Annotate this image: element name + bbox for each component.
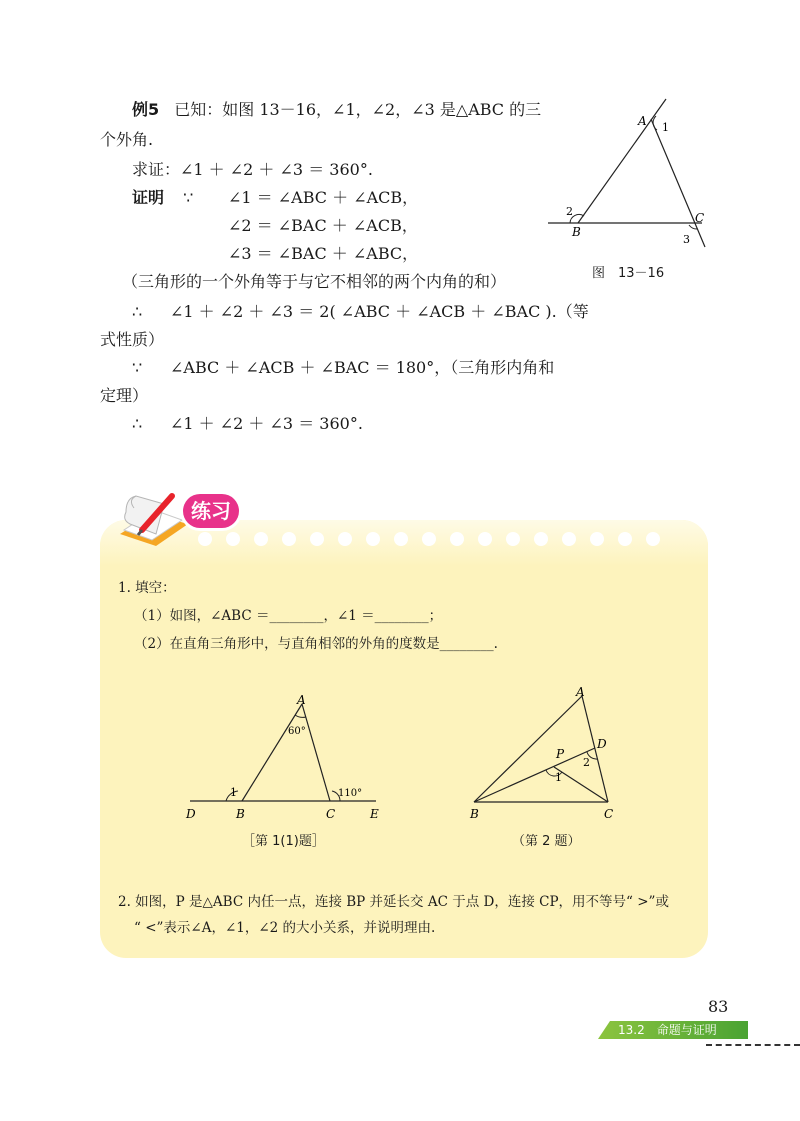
example-given-cont: 个外角. <box>100 130 154 149</box>
fig1-label-a: A <box>297 693 306 707</box>
fig2-label-p: P <box>556 747 565 761</box>
fig1-label-c: C <box>326 807 336 821</box>
question-1a: （1）如图，∠ABC ＝________，∠1 ＝________； <box>134 608 443 624</box>
header-dot <box>590 532 604 546</box>
proof-reason-1: （三角形的一个外角等于与它不相邻的两个内角的和） <box>122 272 507 291</box>
header-dot <box>338 532 352 546</box>
fig2-label-b: B <box>470 807 479 821</box>
fig-main-label-2: 2 <box>566 205 573 218</box>
fig2-label-d: D <box>597 737 607 751</box>
fig-main-label-c: C <box>695 211 705 225</box>
header-dot <box>394 532 408 546</box>
figure-13-16 <box>540 95 720 260</box>
proof-eq-2: ∠2 ＝ ∠BAC ＋ ∠ACB， <box>228 216 418 235</box>
header-dot <box>618 532 632 546</box>
proof-therefore-2: ∴ <box>132 414 143 433</box>
proof-eq-5-cont: 定理） <box>100 386 149 405</box>
question-1: 1. 填空： <box>118 580 176 596</box>
header-dot <box>506 532 520 546</box>
question-2: 2. 如图，P 是△ABC 内任一点，连接 BP 并延长交 AC 于点 D，连接 CP，用不等号“ >”或 <box>118 894 669 910</box>
fig2-label-1: 1 <box>555 771 562 784</box>
header-dot <box>198 532 212 546</box>
because-symbol: ∵ <box>183 188 194 207</box>
footer-divider <box>706 1044 800 1046</box>
proof-eq-5: ∠ABC ＋ ∠ACB ＋ ∠BAC ＝ 180°，（三角形内角和 <box>170 358 555 377</box>
fig-main-label-a: A <box>638 114 647 128</box>
header-dot <box>366 532 380 546</box>
fig1-angle-c: 110° <box>338 788 363 799</box>
proof-label: 证明 <box>132 188 165 207</box>
figure-caption: 图 13－16 <box>592 266 665 281</box>
fig1-label-d: D <box>186 807 196 821</box>
fig2-label-2: 2 <box>583 756 590 769</box>
fig2-label-a: A <box>576 685 585 699</box>
figure-q2 <box>462 682 632 822</box>
example-heading <box>132 100 541 120</box>
example-prove: 求证：∠1 ＋ ∠2 ＋ ∠3 ＝ 360°. <box>132 160 373 179</box>
figure-q2-caption: （第 2 题） <box>512 834 581 849</box>
proof-eq-4: ∠1 ＋ ∠2 ＋ ∠3 ＝ 2( ∠ABC ＋ ∠ACB ＋ ∠BAC ).（等 <box>170 302 589 321</box>
proof-eq-6: ∠1 ＋ ∠2 ＋ ∠3 ＝ 360°. <box>170 414 363 433</box>
fig1-angle-a: 60° <box>288 726 306 737</box>
header-dot <box>310 532 324 546</box>
fig2-label-c: C <box>604 807 614 821</box>
exercise-badge: 练习 <box>183 494 239 528</box>
header-dot <box>562 532 576 546</box>
proof-line-1 <box>132 188 193 208</box>
proof-therefore-1: ∴ <box>132 302 143 321</box>
fig-main-label-3: 3 <box>683 233 690 246</box>
scroll-pencil-icon <box>112 490 192 552</box>
fig-main-label-1: 1 <box>662 121 669 134</box>
header-dot <box>422 532 436 546</box>
header-dot <box>282 532 296 546</box>
proof-eq-3: ∠3 ＝ ∠BAC ＋ ∠ABC， <box>228 244 419 263</box>
example-label: 例5 <box>132 100 160 119</box>
fig-main-label-b: B <box>572 225 581 239</box>
proof-because-2: ∵ <box>132 358 143 377</box>
header-dot <box>478 532 492 546</box>
proof-eq-1: ∠1 ＝ ∠ABC ＋ ∠ACB， <box>228 188 419 207</box>
header-dot <box>534 532 548 546</box>
figure-q1 <box>180 688 395 823</box>
figure-q1-caption: ［第 1(1)题］ <box>242 834 325 849</box>
example-given: 已知：如图 13－16，∠1，∠2，∠3 是△ABC 的三 <box>174 100 542 119</box>
header-dot <box>646 532 660 546</box>
question-2-cont: “ <”表示∠A，∠1，∠2 的大小关系，并说明理由. <box>134 920 436 936</box>
fig1-label-e: E <box>370 807 379 821</box>
header-dot <box>254 532 268 546</box>
header-dot <box>450 532 464 546</box>
question-1b: （2）在直角三角形中，与直角相邻的外角的度数是________. <box>134 636 498 652</box>
proof-eq-4-cont: 式性质） <box>100 330 165 349</box>
fig1-label-1: 1 <box>230 786 237 799</box>
page-number: 83 <box>708 997 729 1016</box>
section-title: 13.2 命题与证明 <box>618 1023 717 1037</box>
fig1-label-b: B <box>236 807 245 821</box>
header-dot <box>226 532 240 546</box>
